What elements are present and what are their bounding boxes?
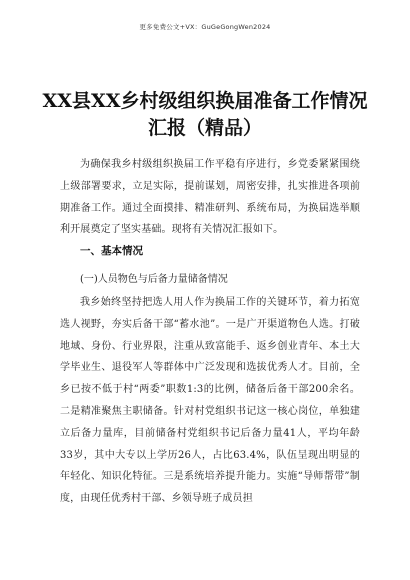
document-title-line1: XX县XX乡村级组织换届准备工作情况 [42,90,368,112]
subsection-heading-personnel: (一)人员物色与后备力量储备情况 [80,274,228,285]
header-note: 更多免费公文+VX：GuGeGongWen2024 [139,23,271,31]
body-paragraph: 我乡始终坚持把选人用人作为换届工作的关键环节，着力拓宽选人视野，夯实后备干部“蓄水池”。一是广开渠道物色人选。打破地域、身份、行业界限，注重从致富能手、返乡创业青年、本土大学毕业生、退役军人等群体中广泛发现和选拔优秀人才。目前，全乡已按不低于村“两委”职数1:3的比例，储备后备干部200余名。二是精准聚焦主职储备。针对村党组织书记这一核心岗位，单独建立后备力量库，目前储备村党组织书记后备力量41人，平均年龄33岁，其中大专以上学历26人，占比63.4%，队伍呈现出明显的年轻化、知识化特征。三是系统培养提升能力。实施“导师帮带”制度，由现任优秀村干部、乡领导班子成员担 [60,297,360,505]
intro-paragraph: 为确保我乡村级组织换届工作平稳有序进行，乡党委紧紧围绕上级部署要求，立足实际，提前谋划，周密安排，扎实推进各项前期准备工作。通过全面摸排、精准研判、系统布局，为换届选举顺利开展奠定了坚实基础。现将有关情况汇报如下。 [60,159,360,236]
document-title-line2: 汇报（精品） [147,117,262,139]
section-heading-basic-info: 一、基本情况 [80,245,143,257]
